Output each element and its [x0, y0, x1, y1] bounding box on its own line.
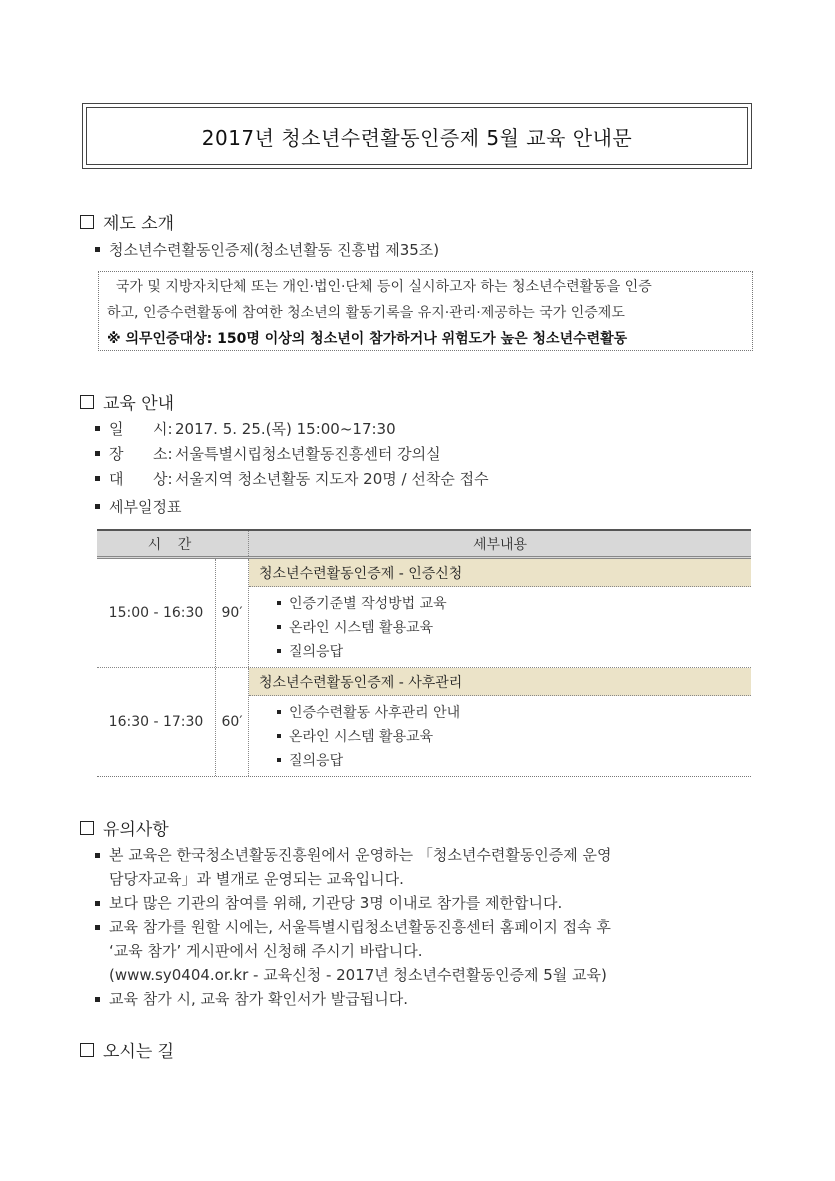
header-time: 시 간 — [97, 531, 249, 556]
edu-item-label: 일 시: — [109, 420, 173, 438]
intro-description-box — [98, 271, 753, 351]
document-title: 2017년 청소년수련활동인증제 5월 교육 안내문 — [86, 107, 748, 165]
schedule-header-row — [97, 531, 751, 559]
schedule-label — [95, 496, 181, 517]
section-heading-text: 유의사항 — [103, 820, 169, 840]
title-box — [82, 103, 752, 169]
bullet-icon — [277, 625, 281, 629]
list-item: 온라인 시스템 활용교육 — [277, 724, 751, 748]
note-item: 교육 참가를 원할 시에는, 서울특별시립청소년활동진흥센터 홈페이지 접속 후 ‘교육 참가’ 게시판에서 신청해 주시기 바랍니다. (www.sy0404.or.kr - 교육신청 - 2017년 청소년수련활동인증제 5월 교육) — [95, 915, 612, 987]
table-row — [97, 668, 751, 776]
bullet-icon — [95, 925, 100, 930]
section-heading-text: 교육 안내 — [103, 394, 175, 414]
section-heading-intro — [80, 209, 174, 234]
list-item: 인증수련활동 사후관리 안내 — [277, 700, 751, 724]
notes-list — [95, 843, 612, 1011]
bullet-icon — [277, 649, 281, 653]
checkbox-square-icon — [80, 395, 94, 409]
section-heading-directions — [80, 1037, 174, 1062]
section-heading-edu — [80, 389, 174, 414]
bullet-icon — [95, 901, 100, 906]
bullet-icon — [95, 247, 100, 252]
note-item: 교육 참가 시, 교육 참가 확인서가 발급됩니다. — [95, 987, 612, 1011]
header-detail: 세부내용 — [472, 536, 528, 553]
bullet-icon — [95, 997, 100, 1002]
list-item: 인증기준별 작성방법 교육 — [277, 591, 751, 615]
row-title: 청소년수련활동인증제 - 인증신청 — [249, 559, 751, 587]
bullet-icon — [95, 426, 100, 431]
section-heading-notes — [80, 815, 169, 840]
bullet-icon — [277, 758, 281, 762]
list-item: 질의응답 — [277, 639, 751, 663]
edu-item-date — [95, 418, 396, 439]
row-minutes: 90′ — [216, 559, 249, 667]
row-time: 15:00 - 16:30 — [97, 559, 216, 667]
row-detail — [249, 668, 751, 776]
edu-item-value: 서울지역 청소년활동 지도자 20명 / 선착순 접수 — [175, 470, 489, 488]
row-minutes: 60′ — [216, 668, 249, 776]
bullet-icon — [277, 710, 281, 714]
schedule-label-text: 세부일정표 — [109, 498, 182, 516]
edu-item-label: 장 소: — [109, 445, 173, 463]
bullet-icon — [95, 476, 100, 481]
intro-bullet-text: 청소년수련활동인증제(청소년활동 진흥법 제35조) — [109, 241, 440, 259]
box-line-2: 하고, 인증수련활동에 참여한 청소년의 활동기록을 유지·관리·제공하는 국가 인증제도 — [107, 305, 625, 321]
website-reference: (www.sy0404.or.kr - 교육신청 - 2017년 청소년수련활동인증제 5월 교육) — [109, 966, 607, 984]
schedule-table — [97, 529, 751, 777]
bullet-icon — [95, 504, 100, 509]
intro-bullet — [95, 239, 439, 260]
bullet-icon — [277, 601, 281, 605]
edu-item-place — [95, 443, 441, 464]
row-title: 청소년수련활동인증제 - 사후관리 — [249, 668, 751, 696]
checkbox-square-icon — [80, 821, 94, 835]
checkbox-square-icon — [80, 1043, 94, 1057]
table-row — [97, 559, 751, 668]
section-heading-text: 오시는 길 — [103, 1042, 175, 1062]
list-item: 온라인 시스템 활용교육 — [277, 615, 751, 639]
edu-item-value: 2017. 5. 25.(목) 15:00~17:30 — [175, 420, 396, 438]
list-item: 질의응답 — [277, 748, 751, 772]
edu-item-label: 대 상: — [109, 470, 173, 488]
row-time: 16:30 - 17:30 — [97, 668, 216, 776]
edu-item-value: 서울특별시립청소년활동진흥센터 강의실 — [175, 445, 441, 463]
box-line-1: 국가 및 지방자치단체 또는 개인·법인·단체 등이 실시하고자 하는 청소년수련활동을 인증 — [107, 279, 652, 295]
row-detail — [249, 559, 751, 667]
note-item: 본 교육은 한국청소년활동진흥원에서 운영하는 「청소년수련활동인증제 운영 담당자교육」과 별개로 운영되는 교육입니다. — [95, 843, 612, 891]
checkbox-square-icon — [80, 215, 94, 229]
box-note: ※ 의무인증대상: 150명 이상의 청소년이 참가하거나 위험도가 높은 청소년수련활동 — [107, 331, 628, 347]
bullet-icon — [95, 853, 100, 858]
note-item: 보다 많은 기관의 참여를 위해, 기관당 3명 이내로 참가를 제한합니다. — [95, 891, 612, 915]
edu-item-target — [95, 468, 489, 489]
bullet-icon — [95, 451, 100, 456]
section-heading-text: 제도 소개 — [103, 214, 175, 234]
bullet-icon — [277, 734, 281, 738]
